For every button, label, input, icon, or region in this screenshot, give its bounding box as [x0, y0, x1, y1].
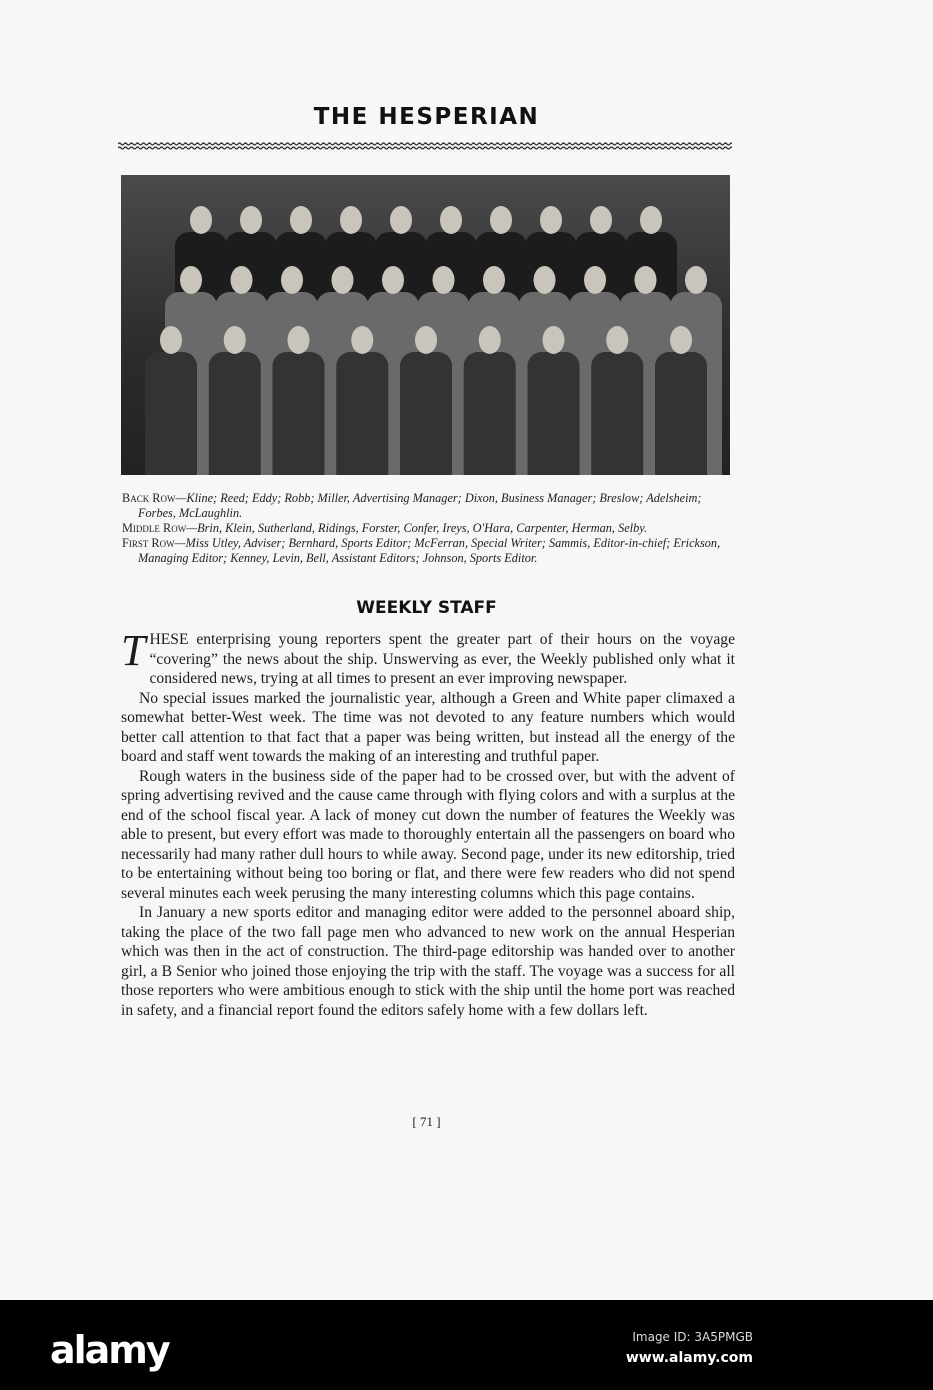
row-label: Back Row [122, 491, 176, 505]
person-head [433, 266, 455, 294]
person-head [332, 266, 354, 294]
person-head [160, 326, 182, 354]
person-body [591, 352, 643, 475]
caption-first-row [122, 536, 740, 566]
person-body [145, 352, 197, 475]
person-body [655, 352, 707, 475]
person-body [209, 352, 261, 475]
person-head [479, 326, 501, 354]
person-body [464, 352, 516, 475]
person-head [534, 266, 556, 294]
person-head [490, 206, 512, 234]
alamy-logo: alamy [50, 1328, 169, 1372]
row-names: —Kline; Reed; Eddy; Robb; Miller, Advertising Manager; Dixon, Business Manager; Breslow; Adelsheim; Forbes, McLaughlin. [138, 491, 702, 520]
person-body [400, 352, 452, 475]
person-body [273, 352, 325, 475]
row-names: —Brin, Klein, Sutherland, Ridings, Forster, Confer, Ireys, O'Hara, Carpenter, Herman, Selby. [186, 521, 648, 535]
row-label: Middle Row [122, 521, 187, 535]
image-id: Image ID: 3A5PMGB [632, 1330, 753, 1344]
photo-caption [122, 491, 740, 566]
person-head [415, 326, 437, 354]
page-title: THE HESPERIAN [313, 104, 540, 130]
row-names: —Miss Utley, Adviser; Bernhard, Sports Editor; McFerran, Special Writer; Sammis, Editor-in-chief; Erickson, Managing Editor; Kenney, Levin, Bell, Assistant Editors; Johnson, Sports Editor. [138, 536, 721, 565]
site-url: www.alamy.com [625, 1350, 753, 1366]
person-head [390, 206, 412, 234]
watermark-footer [0, 1300, 933, 1390]
person-head [351, 326, 373, 354]
row-label: First Row [122, 536, 175, 550]
person-head [281, 266, 303, 294]
section-heading: WEEKLY STAFF [356, 598, 497, 618]
paragraph: No special issues marked the journalistic year, although a Green and White paper climaxed a somewhat better-West week. The time was not devoted to any feature numbers which would better call attention to that fact that a paper was being written, but instead all the energy of the board and staff went towards the making of an interesting and truthful paper. [121, 689, 735, 765]
paragraph: Rough waters in the business side of the paper had to be crossed over, but with the advent of spring advertising revived and the cause came through with flying colors and with a surplus at the end of the school fiscal year. A lack of money cut down the number of features the Weekly was able to present, but every effort was made to thoroughly entertain all the passengers on board who necessarily had many rather dull hours to while away. Second page, under its new editorship, tried to be entertaining without being too boring or flat, and there were few readers who did not spend several minutes each week perusing the many interesting columns which this page contains. [121, 767, 735, 902]
paragraph [121, 626, 735, 689]
paragraph-text: HESE enterprising young reporters spent the greater part of their hours on the voyage “covering” the news about the ship. Unswerving as ever, the Weekly published only what it considered news, trying at all times to present an ever improving newspaper. [149, 631, 735, 687]
person-head [340, 206, 362, 234]
person-head [584, 266, 606, 294]
person-body [528, 352, 580, 475]
person-head [231, 266, 253, 294]
article-body [121, 626, 735, 1020]
person-head [635, 266, 657, 294]
person-head [224, 326, 246, 354]
person-head [440, 206, 462, 234]
person-head [606, 326, 628, 354]
drop-cap: T [121, 626, 146, 675]
person-head [590, 206, 612, 234]
staff-group-photo [121, 175, 730, 475]
caption-middle-row [122, 521, 740, 536]
wavy-rule [118, 140, 732, 152]
caption-back-row [122, 491, 740, 521]
person-head [190, 206, 212, 234]
person-head [382, 266, 404, 294]
person-head [670, 326, 692, 354]
person-head [290, 206, 312, 234]
person-head [180, 266, 202, 294]
paragraph: In January a new sports editor and managing editor were added to the personnel aboard ship, taking the place of the two fall page men who advanced to new work on the annual Hesperian which was then in the act of construction. The third-page editorship was handed over to another girl, a B Senior who joined those enjoying the trip with the staff. The voyage was a success for all those reporters who were ambitious enough to stick with the ship until the home port was reached in safety, and a financial report found the editors safely home with a few dollars left. [121, 904, 735, 1019]
person-head [240, 206, 262, 234]
person-head [483, 266, 505, 294]
person-body [336, 352, 388, 475]
person-head [540, 206, 562, 234]
person-head [543, 326, 565, 354]
page-number: [ 71 ] [412, 1114, 441, 1129]
person-head [640, 206, 662, 234]
person-head [288, 326, 310, 354]
person-head [685, 266, 707, 294]
